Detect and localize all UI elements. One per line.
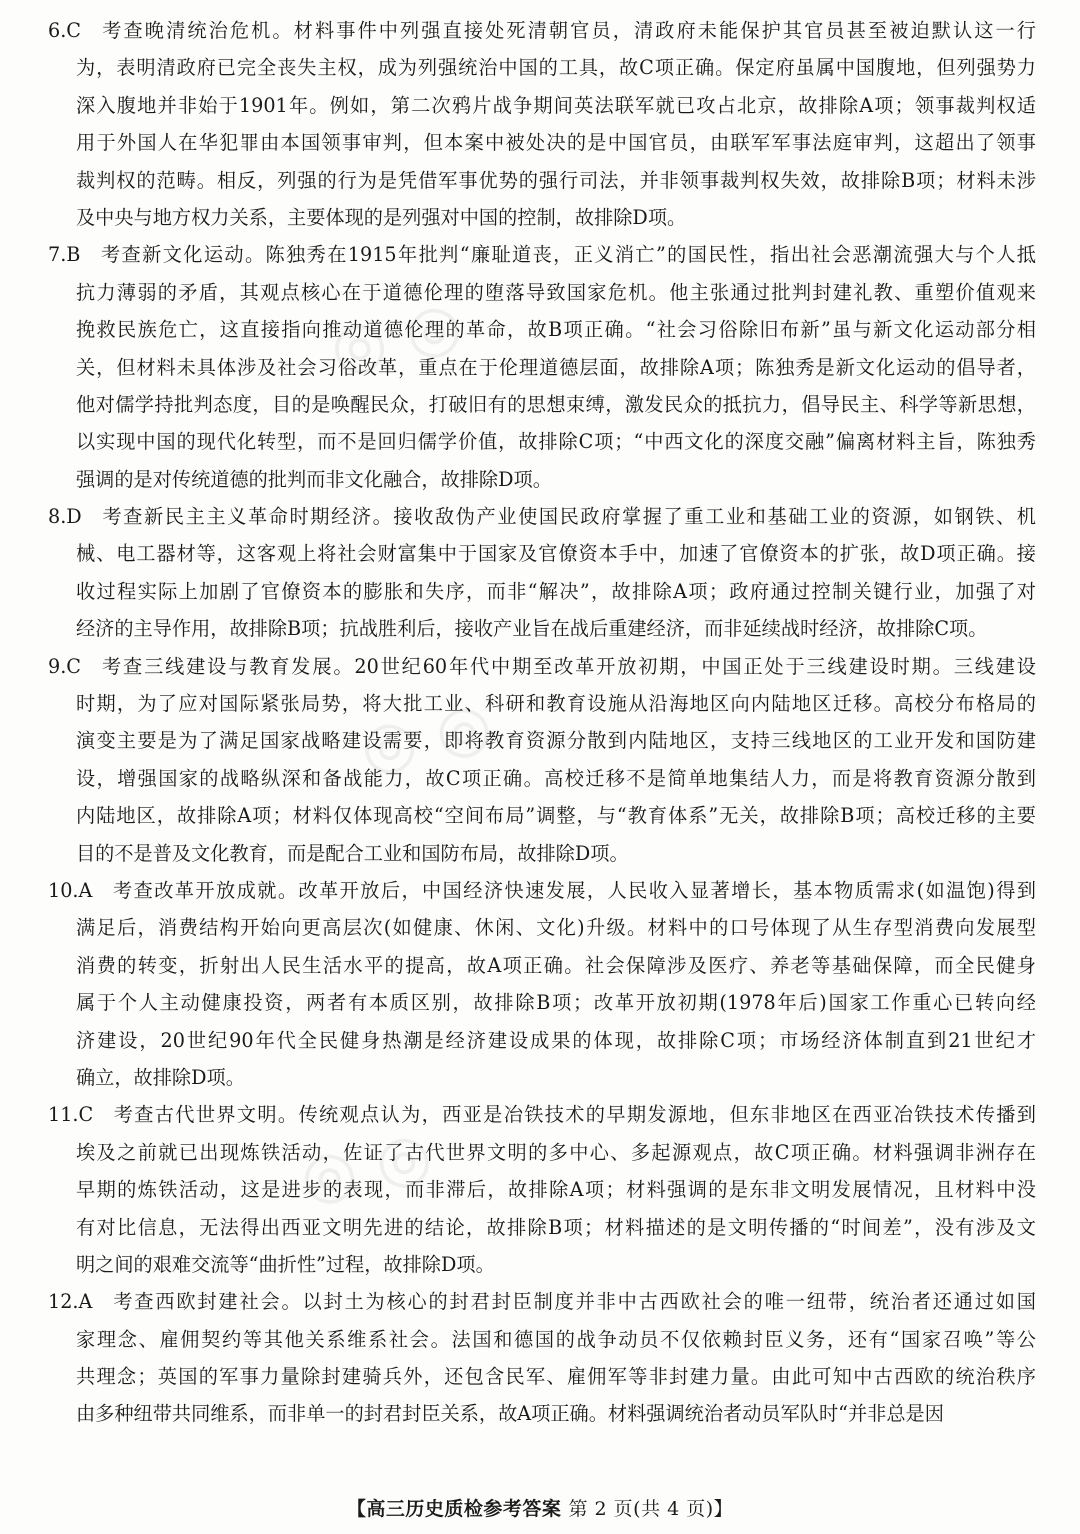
answer-line <box>0 535 1080 572</box>
answer-line-first <box>0 498 1080 535</box>
answer-line-first <box>0 1283 1080 1320</box>
answer-text: 为，表明清政府已完全丧失主权，成为列强统治中国的工具，故C项正确。保定府虽属中国腹地，但列强势力 <box>76 56 1036 80</box>
answer-text: 由多种纽带共同维系，而非单一的封君封臣关系，故A项正确。材料强调统治者动员军队时“并非总是因 <box>76 1402 944 1426</box>
answer-text: 埃及之前就已出现炼铁活动，佐证了古代世界文明的多中心、多起源观点，故C项正确。材料强调非洲存在 <box>76 1140 1036 1164</box>
answer-line <box>0 1134 1080 1171</box>
answer-line-first <box>0 648 1080 685</box>
answer-text: 消费的转变，折射出人民生活水平的提高，故A项正确。社会保障涉及医疗、养老等基础保障，而全民健身 <box>76 953 1036 977</box>
answer-line <box>0 311 1080 348</box>
answer-line <box>0 349 1080 386</box>
answer-line <box>0 1321 1080 1358</box>
answer-line <box>0 162 1080 199</box>
answer-text: 以实现中国的现代化转型，而不是回归儒学价值，故排除C项；“中西文化的深度交融”偏离材料主旨，陈独秀 <box>76 430 1036 454</box>
answer-content <box>0 12 1080 1433</box>
answer-number: 7.B <box>48 243 81 267</box>
answer-text: 明之间的艰难交流等“曲折性”过程，故排除D项。 <box>76 1252 495 1276</box>
answer-text: 强调的是对传统道德的批判而非文化融合，故排除D项。 <box>76 467 552 491</box>
answer-text: 确立，故排除D项。 <box>76 1065 245 1089</box>
answer-text: 挽救民族危亡，这直接指向推动道德伦理的革命，故B项正确。“社会习俗除旧布新”虽与新文化运动部分相 <box>76 318 1036 342</box>
answer-item <box>0 648 1080 872</box>
answer-text: 共理念；英国的军事力量除封建骑兵外，还包含民军、雇佣军等非封建力量。由此可知中古西欧的统治秩序 <box>76 1365 1036 1389</box>
answer-line <box>0 386 1080 423</box>
answer-line <box>0 461 1080 498</box>
answer-line <box>0 685 1080 722</box>
answer-text: 考查三线建设与教育发展。20世纪60年代中期至改革开放初期，中国正处于三线建设时期。三线建设 <box>100 654 1036 678</box>
answer-item <box>0 498 1080 648</box>
watermark-3: ◎ ◎ <box>293 1117 439 1217</box>
answer-text: 设，增强国家的战略纵深和备战能力，故C项正确。高校迁移不是简单地集结人力，而是将教育资源分散到 <box>76 766 1036 790</box>
answer-number: 6.C <box>48 19 81 42</box>
footer-title: 【高三历史质检参考答案 <box>346 1498 562 1520</box>
answer-line <box>0 835 1080 872</box>
answer-text: 家理念、雇佣契约等其他关系维系社会。法国和德国的战争动员不仅依赖封臣义务，还有“国家召唤”等公 <box>76 1327 1036 1351</box>
answer-line <box>0 573 1080 610</box>
answer-line <box>0 423 1080 460</box>
answer-text: 内陆地区，故排除A项；材料仅体现高校“空间布局”调整，与“教育体系”无关，故排除B项；高校迁移的主要 <box>76 804 1036 828</box>
answer-line <box>0 1171 1080 1208</box>
answer-text: 及中央与地方权力关系，主要体现的是列强对中国的控制，故排除D项。 <box>76 205 687 229</box>
page-footer <box>0 1494 1080 1524</box>
answer-number: 11.C <box>48 1103 94 1127</box>
answer-line <box>0 1059 1080 1096</box>
answer-number: 8.D <box>48 505 82 529</box>
answer-line <box>0 1246 1080 1283</box>
answer-text: 演变主要是为了满足国家战略建设需要，即将教育资源分散到内陆地区，支持三线地区的工业开发和国防建 <box>76 729 1036 753</box>
answer-text: 械、电工器材等，这客观上将社会财富集中于国家及官僚资本手中，加速了官僚资本的扩张，故D项正确。接 <box>76 542 1036 566</box>
answer-text: 关，但材料未具体涉及社会习俗改革，重点在于伦理道德层面，故排除A项；陈独秀是新文化运动的倡导者， <box>76 355 1036 379</box>
answer-line <box>0 760 1080 797</box>
answer-item <box>0 236 1080 498</box>
answer-text: 考查新民主主义革命时期经济。接收敌伪产业使国民政府掌握了重工业和基础工业的资源，如钢铁、机 <box>100 505 1036 529</box>
answer-line-first <box>0 236 1080 273</box>
answer-text: 考查新文化运动。陈独秀在1915年批判“廉耻道丧，正义消亡”的国民性，指出社会恶潮流强大与个人抵 <box>99 243 1036 267</box>
answer-line <box>0 947 1080 984</box>
answer-number: 12.A <box>48 1290 93 1314</box>
answer-line <box>0 610 1080 647</box>
answer-text: 目的不是普及文化教育，而是配合工业和国防布局，故排除D项。 <box>76 841 629 865</box>
answer-text: 满足后，消费结构开始向更高层次(如健康、休闲、文化)升级。材料中的口号体现了从生存型消费向发展型 <box>76 916 1036 940</box>
answer-text: 考查改革开放成就。改革开放后，中国经济快速发展，人民收入显著增长，基本物质需求(如温饱)得到 <box>111 878 1036 902</box>
answer-text: 早期的炼铁活动，这是进步的表现，而非滞后，故排除A项；材料强调的是东非文明发展情况，且材料中没 <box>76 1178 1036 1202</box>
answer-text: 裁判权的范畴。相反，列强的行为是凭借军事优势的强行司法，并非领事裁判权失效，故排除B项；材料未涉 <box>76 168 1036 192</box>
answer-text: 经济的主导作用，故排除B项；抗战胜利后，接收产业旨在战后重建经济，而非延续战时经济，故排除C项。 <box>76 617 988 641</box>
answer-line <box>0 124 1080 161</box>
answer-text: 用于外国人在华犯罪由本国领事审判，但本案中被处决的是中国官员，由联军军事法庭审判，这超出了领事 <box>76 131 1036 155</box>
answer-text: 有对比信息，无法得出西亚文明先进的结论，故排除B项；材料描述的是文明传播的“时间差”，没有涉及文 <box>76 1215 1036 1239</box>
footer-page-number: 第 2 页(共 4 页)】 <box>568 1498 734 1520</box>
answer-text: 抗力薄弱的矛盾，其观点核心在于道德伦理的堕落导致国家危机。他主张通过批判封建礼教、重塑价值观来 <box>76 280 1036 304</box>
answer-text: 考查西欧封建社会。以封土为核心的封君封臣制度并非中古西欧社会的唯一纽带，统治者还通过如国 <box>111 1290 1036 1314</box>
answer-line-first <box>0 872 1080 909</box>
answer-line <box>0 984 1080 1021</box>
answer-line <box>0 49 1080 86</box>
answer-text: 考查晚清统治危机。材料事件中列强直接处死清朝官员，清政府未能保护其官员甚至被迫默认这一行 <box>100 19 1036 42</box>
answer-text: 他对儒学持批判态度，目的是唤醒民众，打破旧有的思想束缚，激发民众的抵抗力，倡导民主、科学等新思想， <box>76 392 1036 416</box>
answer-line <box>0 87 1080 124</box>
answer-line <box>0 199 1080 236</box>
answer-text: 考查古代世界文明。传统观点认为，西亚是冶铁技术的早期发源地，但东非地区在西亚冶铁技术传播到 <box>112 1103 1036 1127</box>
answer-line <box>0 1022 1080 1059</box>
answer-line <box>0 1209 1080 1246</box>
watermark-1: ◎ ◎ <box>323 287 469 387</box>
answer-line-first <box>0 12 1080 49</box>
answer-item <box>0 1283 1080 1433</box>
answer-item <box>0 12 1080 236</box>
answer-item <box>0 1096 1080 1283</box>
answer-number: 9.C <box>48 654 81 678</box>
answer-text: 时期，为了应对国际紧张局势，将大批工业、科研和教育设施从沿海地区向内陆地区迁移。高校分布格局的 <box>76 692 1036 716</box>
answer-line <box>0 1358 1080 1395</box>
answer-text: 深入腹地并非始于1901年。例如，第二次鸦片战争期间英法联军就已攻占北京，故排除A项；领事裁判权适 <box>76 93 1036 117</box>
answer-text: 济建设，20世纪90年代全民健身热潮是经济建设成果的体现，故排除C项；市场经济体制直到21世纪才 <box>76 1028 1036 1052</box>
answer-text: 属于个人主动健康投资，两者有本质区别，故排除B项；改革开放初期(1978年后)国家工作重心已转向经 <box>76 991 1036 1015</box>
answer-item <box>0 872 1080 1096</box>
answer-line <box>0 909 1080 946</box>
watermark-2: ◎ ◎ <box>353 687 499 787</box>
answer-line <box>0 1395 1080 1432</box>
answer-text: 收过程实际上加剧了官僚资本的膨胀和失序，而非“解决”，故排除A项；政府通过控制关键行业，加强了对 <box>76 579 1036 603</box>
answer-line <box>0 274 1080 311</box>
answer-line <box>0 797 1080 834</box>
answer-line-first <box>0 1096 1080 1133</box>
answer-line <box>0 722 1080 759</box>
answer-number: 10.A <box>48 878 93 902</box>
